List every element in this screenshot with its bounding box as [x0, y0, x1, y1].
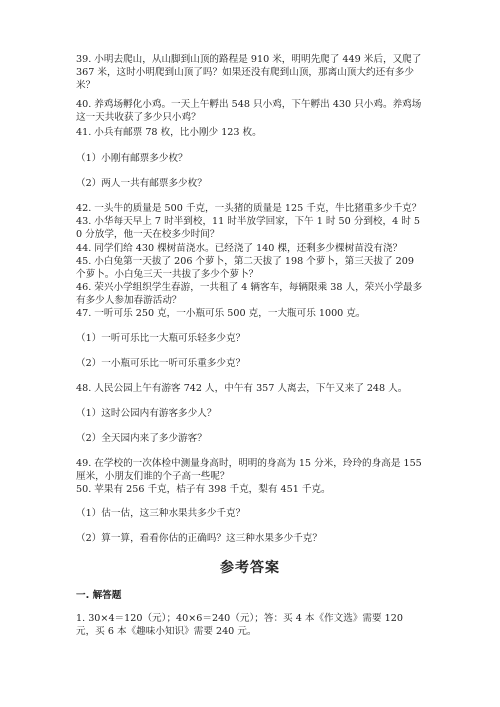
question-42: 42. 一头牛的质量是 500 千克，一头猪的质量是 125 千克，牛比猪重多少千克？ — [76, 203, 422, 214]
question-47-part-2: （2）一小瓶可乐比一听可乐重多少克？ — [76, 358, 246, 369]
answers-title: 参考答案 — [220, 560, 280, 576]
question-43: 43. 小华每天早上 7 时半到校，11 时半放学回家，下午 1 时 50 分到校，4 时 50 分放学，他一天在校多少时间？ — [76, 216, 421, 240]
question-48: 48. 人民公园上午有游客 742 人，中午有 357 人离去，下午又来了 248 人。 — [76, 383, 408, 394]
answer-1: 1. 30×4＝120（元）；40×6＝240（元）；答：买 4 本《作文选》需要 120 元，买 6 本《趣味小知识》需要 240 元。 — [76, 613, 403, 637]
question-50: 50. 苹果有 256 千克，桔子有 398 千克，梨有 451 千克。 — [76, 484, 331, 495]
question-48-part-2: （2）全天园内来了多少游客？ — [76, 433, 207, 444]
question-48-part-1: （1）这时公园内有游客多少人？ — [76, 408, 217, 419]
question-50-part-1: （1）估一估，这三种水果共多少千克？ — [76, 508, 246, 519]
question-39: 39. 小明去爬山，从山脚到山顶的路程是 910 米，明明先爬了 449 米后，又爬了 367 米，这时小明爬到山顶了吗？如果还没有爬到山顶，那离山顶大约还有多少米？ — [76, 54, 422, 91]
question-45: 45. 小白兔第一天拔了 206 个萝卜，第二天拔了 198 个萝卜，第三天拔了 209 个萝卜。小白兔三天一共拔了多少个萝卜？ — [76, 256, 414, 280]
question-44: 44. 同学们给 430 棵树苗浇水。已经浇了 140 棵，还剩多少棵树苗没有浇？ — [76, 243, 403, 254]
question-41: 41. 小兵有邮票 78 枚，比小刚少 123 枚。 — [76, 127, 262, 138]
question-41-part-1: （1）小刚有邮票多少枚？ — [76, 153, 188, 164]
question-41-part-2: （2）两人一共有邮票多少枚？ — [76, 178, 207, 189]
section-heading: 一. 解答题 — [76, 590, 122, 601]
question-46: 46. 荣兴小学组织学生春游，一共租了 4 辆客车，每辆限乘 38 人，荣兴小学最多有多少人参加春游活动？ — [76, 282, 423, 306]
question-47-part-1: （1）一听可乐比一大瓶可乐轻多少克？ — [76, 333, 246, 344]
question-49: 49. 在学校的一次体检中测量身高时，明明的身高为 15 分米，玲玲的身高是 155 厘米，小朋友们谁的个子高一些呢？ — [76, 458, 422, 482]
question-50-part-2: （2）算一算，看看你估的正确吗？这三种水果多少千克？ — [76, 533, 322, 544]
question-40: 40. 养鸡场孵化小鸡。一天上午孵出 548 只小鸡，下午孵出 430 只小鸡。养鸡场这一天共收获了多少只小鸡？ — [76, 99, 422, 123]
question-47: 47. 一听可乐 250 克，一小瓶可乐 500 克，一大瓶可乐 1000 克。 — [76, 308, 366, 319]
